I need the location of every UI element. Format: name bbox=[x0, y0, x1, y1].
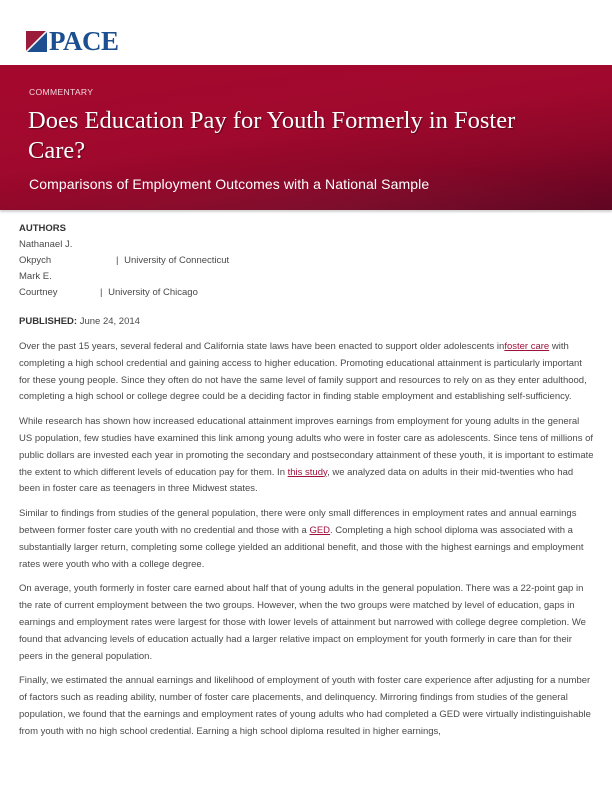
author-last-name[interactable]: Okpych bbox=[19, 255, 52, 266]
paragraph-text: Similar to findings from studies of the general population, there were only small differences in employment rates and annual earnings between former foster care youth with no credential and those with a bbox=[19, 508, 577, 536]
author-first-name[interactable]: Nathanael J. bbox=[19, 239, 73, 250]
paragraph bbox=[19, 506, 595, 573]
page-subtitle: Comparisons of Employment Outcomes with a National Sample bbox=[29, 176, 430, 192]
paragraph-text: While research has shown how increased educational attainment improves earnings from employment for young adults in the general US population, few studies have examined this link among young adults who were in foster care as adolescents. Since tens of millions of public dollars are invested each year in promoting the secondary and postsecondary attainment of these youth, it is important to estimate the extent to which different levels of education pay for them. In bbox=[19, 416, 594, 478]
title-banner bbox=[0, 65, 612, 210]
paragraph-text: Over the past 15 years, several federal and California state laws have been enacted to support older adolescents in bbox=[19, 341, 505, 352]
foster-care-link[interactable]: foster care bbox=[504, 341, 550, 352]
paragraph-text: with completing a high school credential and gaining access to higher education. Promoting educational attainment is particularly important for these young people. Since they often do not have the same level of family support and resources to rely on as they enter adulthood, completing a high school or college degree could be a deciding factor in finding stable employment and establishing self-sufficiency. bbox=[19, 341, 587, 403]
paragraph-text: . Completing a high school diploma was associated with a substantially larger return, completing some college yielded an additional benefit, and those with the highest earnings and employment rates were youth who with a college degree. bbox=[19, 524, 584, 570]
ged-link[interactable]: GED bbox=[309, 524, 331, 536]
article-body bbox=[19, 222, 595, 749]
author-entry bbox=[19, 269, 595, 301]
pace-logo[interactable] bbox=[26, 26, 119, 56]
author-last-name[interactable]: Courtney bbox=[19, 287, 58, 298]
authors-heading: AUTHORS bbox=[19, 223, 66, 234]
paragraph: Finally, we estimated the annual earnings and likelihood of employment of youth with foster care experience after adjusting for a number of factors such as reading ability, number of foster care placements, and delinquency. Mirroring findings from studies of the general population, we found that the earnings and employment rates of young adults who had completed a GED were virtually indistinguishable from youth with no high school credential. Earning a high school diploma resulted in higher earnings, bbox=[19, 675, 591, 737]
logo-text: PACE bbox=[49, 26, 119, 56]
author-first-name[interactable]: Mark E. bbox=[19, 271, 52, 282]
paragraph: On average, youth formerly in foster care earned about half that of young adults in the general population. There was a 22-point gap in the rate of current employment between the two groups. However, when the two groups were matched by level of education, gaps in earnings and employment rates were largest for those with lower levels of attainment but narrowed with college degree completion. We found that advancing levels of education actually had a larger relative impact on employment for youth formerly in care than for their peers in the general population. bbox=[19, 583, 586, 662]
paragraph bbox=[19, 414, 595, 498]
author-affiliation: University of Chicago bbox=[108, 287, 198, 298]
published-date bbox=[19, 315, 595, 329]
published-label: PUBLISHED: bbox=[19, 316, 78, 327]
logo-mark-icon bbox=[26, 31, 47, 52]
category-label: COMMENTARY bbox=[29, 87, 94, 97]
author-entry bbox=[19, 237, 595, 269]
paragraph bbox=[19, 339, 595, 406]
this-study-link[interactable]: this study bbox=[287, 466, 328, 478]
page-title: Does Education Pay for Youth Formerly in Foster Care? bbox=[28, 107, 516, 164]
author-separator: | bbox=[116, 255, 119, 266]
published-value: June 24, 2014 bbox=[79, 316, 140, 327]
author-separator: | bbox=[100, 287, 103, 298]
paragraph-text: , we analyzed data on adults in their mid-twenties who had been in foster care as teenagers in three Midwest states. bbox=[19, 466, 574, 495]
author-affiliation: University of Connecticut bbox=[124, 255, 230, 266]
